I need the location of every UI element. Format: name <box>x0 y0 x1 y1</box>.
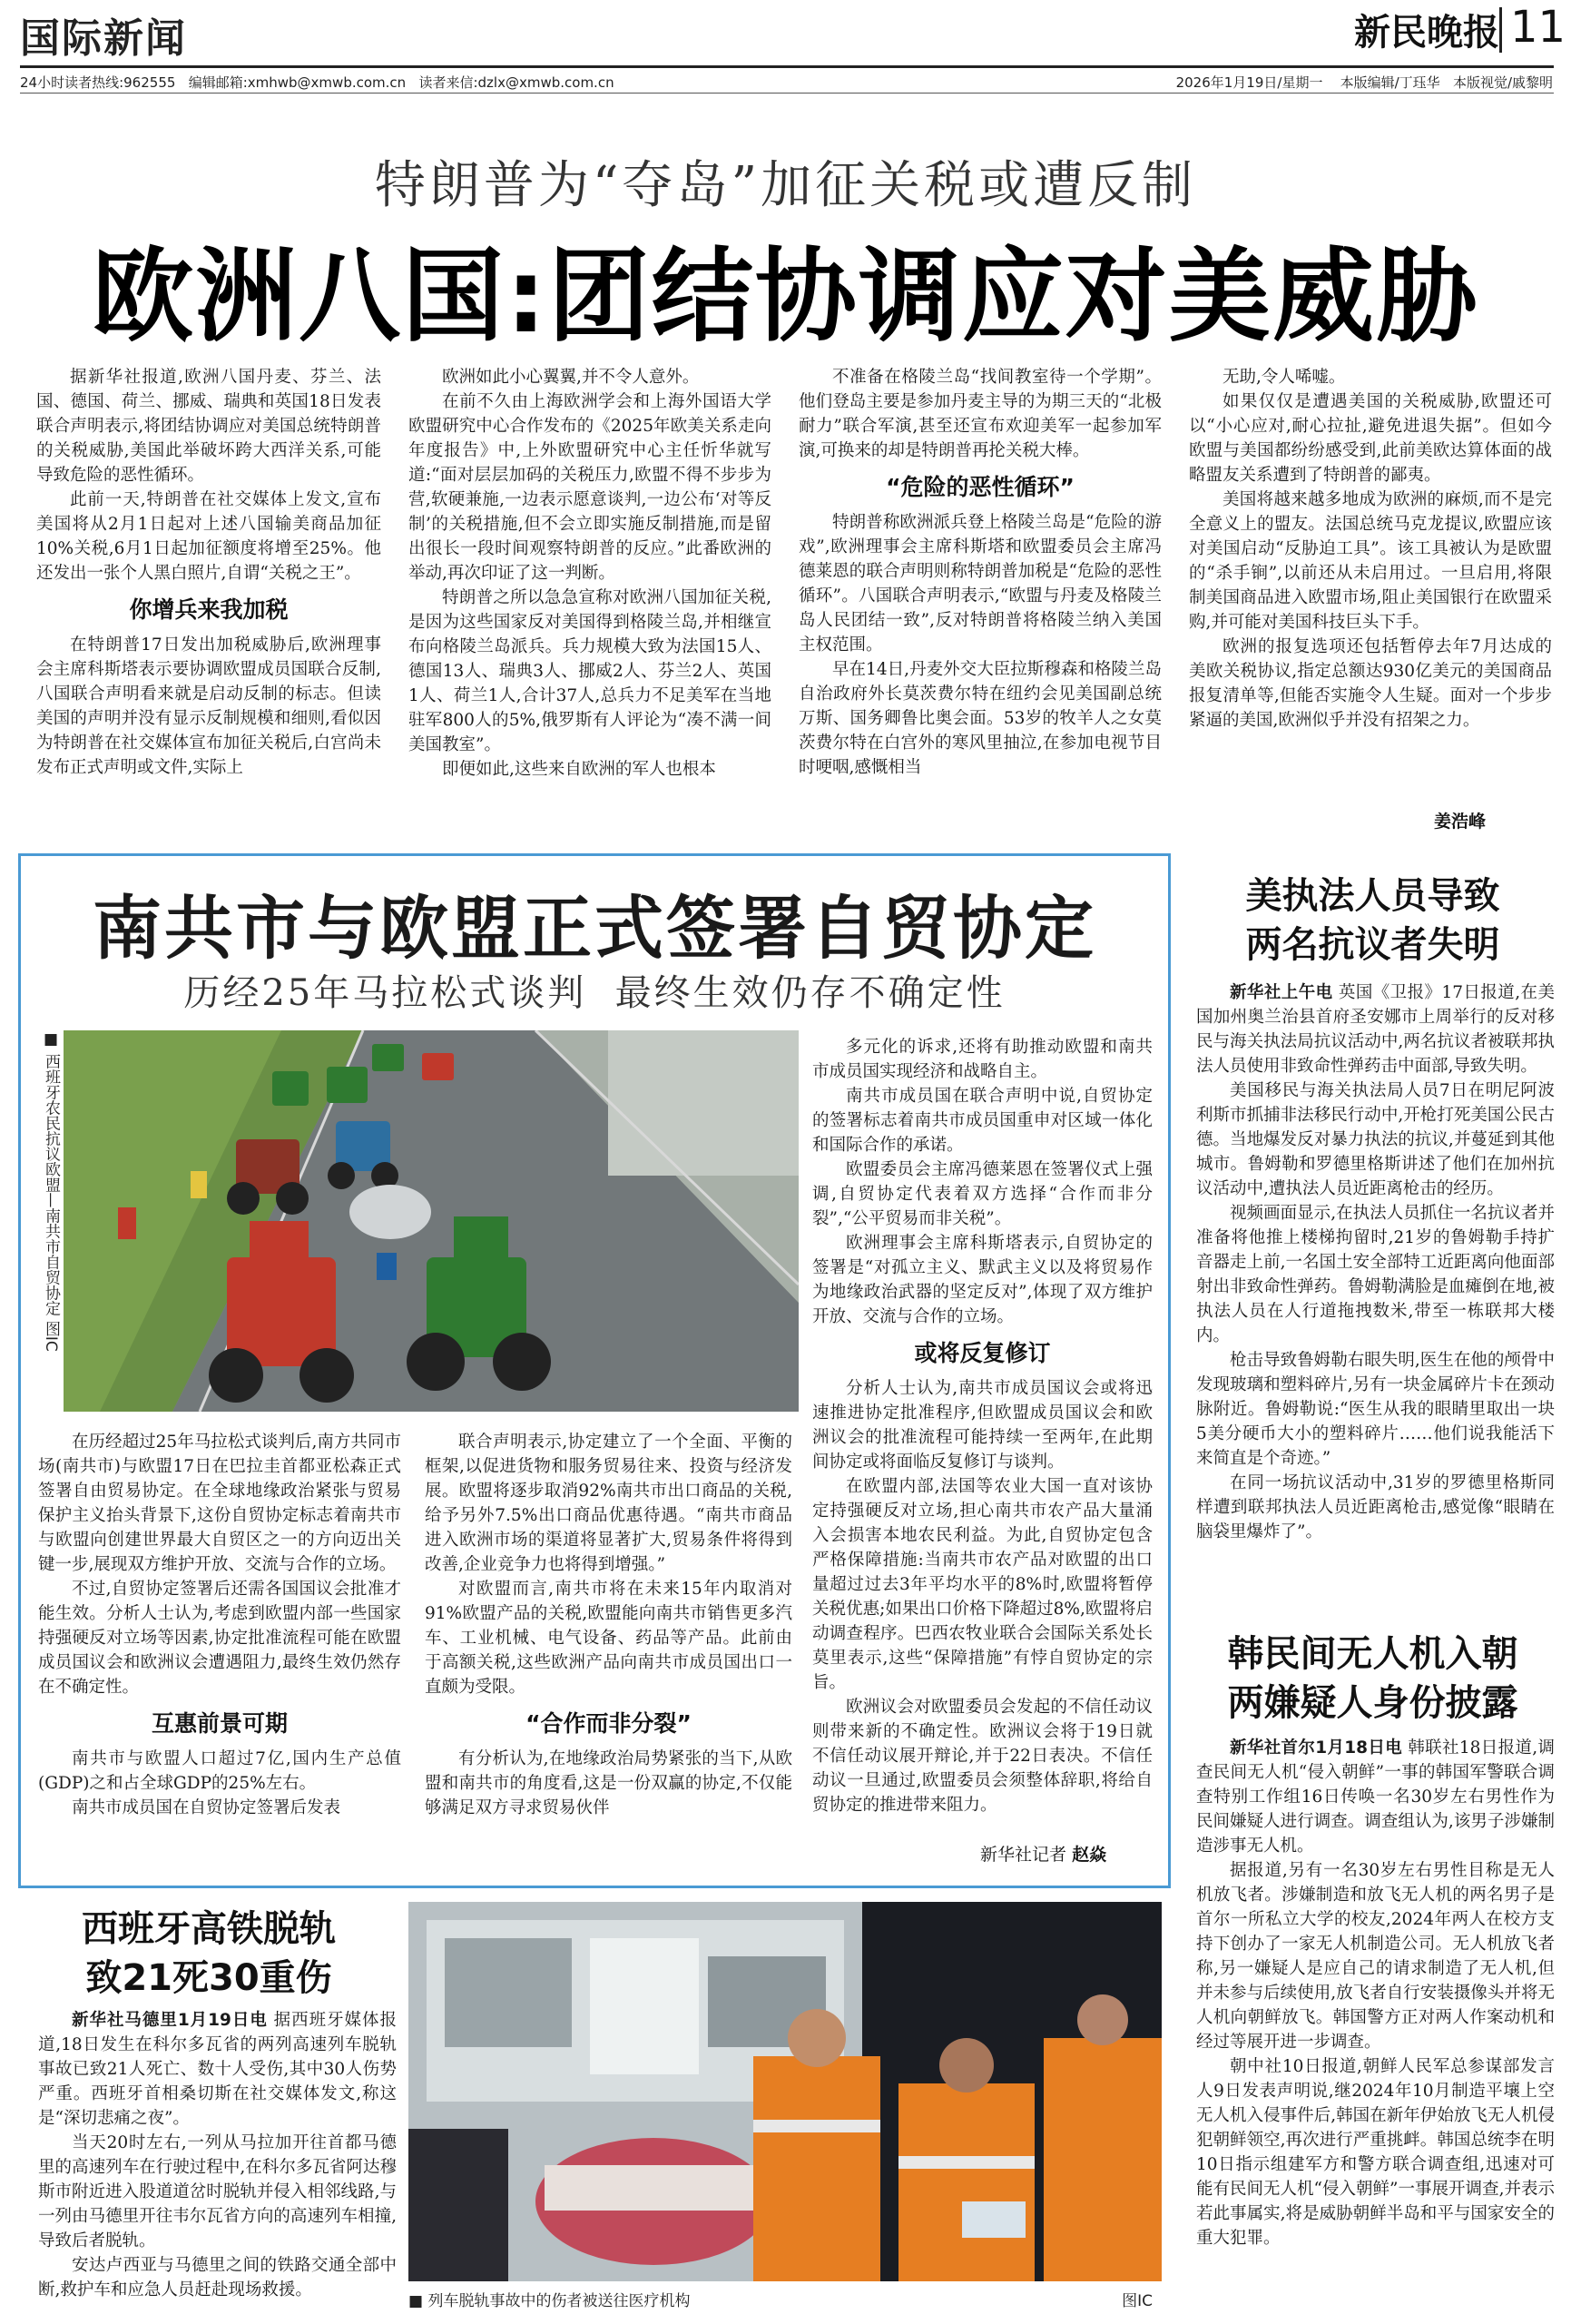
weekday: 星期一 <box>1281 74 1323 91</box>
trade-right-column: 多元化的诉求,还将有助推动欧盟和南共市成员国实现经济和战略自主。 南共市成员国在联合声明中说,自贸协定的签署标志着南共市成员国重申对区域一体化和国际合作的承诺。 欧盟委员会主席冯德莱恩在签署仪式上强调,自贸协定代表着双方选择“合作而非分裂”,“公平贸易而非关税”。 欧洲理事会主席科斯塔表示,自贸协定的签署是“对孤立主义、默武主义以及将贸易作为地缘政治武器的坚定反对”,体现了双方维护开放、交流与合作的立场。 或将反复修订 分析人士认为,南共市成员国议会或将迅速推进协定批准程序,但欧盟成员国议会和欧洲议会的批准流程可能持续一至两年,在此期间协定或将面临反复修订与谈判。 在欧盟内部,法国等农业大国一直对该协定持强硬反对立场,担心南共市农产品大量涌入会损害本地农民利益。为此,自贸协定包含严格保障措施:当南共市农产品对欧盟的出口量超过过去3年平均水平的8%时,欧盟将暂停关税优惠;如果出口价格下降超过8%,欧盟将启动调查程序。巴西农牧业联合会国际关系处长莫里表示,这些“保障措施”有悖自贸协定的宗旨。 欧洲议会对欧盟委员会发起的不信任动议则带来新的不确定性。欧洲议会将于19日就不信任动议展开辩论,并于22日表决。不信任动议一旦通过,欧盟委员会须整体辞职,将给自贸协定的推进带来阻力。 <box>812 1038 1153 1815</box>
lead-column-2: 欧洲如此小心翼翼,并不令人意外。 在前不久由上海欧洲学会和上海外国语大学欧盟研究中心合作发布的《2025年欧美关系走向年度报告》中,上外欧盟研究中心主任忻华就写道:“面对层层加码的关税压力,欧盟不得不步步为营,软硬兼施,一边表示愿意谈判,一边公布‘对等反制’的关税措施,但不会立即实施反制措施,而是留出很长一段时间观察特朗普的反应。”此番欧洲的举动,再次印证了这一判断。 特朗普之所以急急宣称对欧洲八国加征关税,是因为这些国家反对美国得到格陵兰岛,并相继宣布向格陵兰岛派兵。兵力规模大致为法国15人、德国13人、瑞典3人、挪威2人、芬兰2人、英国1人、荷兰1人,合计37人,总兵力不足美军在当地驻军800人的5%,俄罗斯有人评论为“凑不满一间美国教室”。 即便如此,这些来自欧洲的军人也根本 <box>408 368 771 779</box>
us-story-body: 新华社上午电 英国《卫报》17日报道,在美国加州奥兰治县首府圣安娜市上周举行的反对移民与海关执法局抗议活动中,两名抗议者被联邦执法人员使用非致命性弹药击中面部,导致失明。 美国移民与海关执法局人员7日在明尼阿波利斯市抓捕非法移民行动中,开枪打死美国公民古德。当地爆发反对暴力执法的抗议,并蔓延到其他城市。鲁姆勒和罗德里格斯讲述了他们在加州抗议活动中,遭执法人员近距离枪击的经历。 视频画面显示,在执法人员抓住一名抗议者并准备将他推上楼梯拘留时,21岁的鲁姆勒手持扩音器走上前,一名国土安全部特工近距离向他面部射出非致命性弹药。鲁姆勒满脸是血瘫倒在地,被执法人员在人行道拖拽数米,带至一栋联邦大楼内。 枪击导致鲁姆勒右眼失明,医生在他的颅骨中发现玻璃和塑料碎片,另有一块金属碎片卡在颈动脉附近。鲁姆勒说:“医生从我的眼睛里取出一块5美分硬币大小的塑料碎片……他们说我能活下来简直是个奇迹。” 在同一场抗议活动中,31岁的罗德里格斯同样遭到联邦执法人员近距离枪击,感觉像“眼睛在脑袋里爆炸了”。 <box>1196 983 1555 1541</box>
lead-column-4: 无助,令人唏嘘。 如果仅仅是遭遇美国的关税威胁,欧盟还可以“小心应对,耐心拉扯,避免进退失据”。但如今欧盟与美国都纷纷感受到,此前美欧达算体面的战略盟友关系遭到了特朗普的鄙夷。 美国将越来越多地成为欧洲的麻烦,而不是完全意义上的盟友。法国总统马克龙提议,欧盟应该对美国启动“反胁迫工具”。该工具被认为是欧盟的“杀手锏”,以前还从未启用过。一旦启用,将限制美国商品进入欧盟市场,阻止美国银行在欧盟采购,并可能对美国科技巨头下手。 欧洲的报复选项还包括暂停去年7月达成的美欧关税协议,指定总额达930亿美元的美国商品报复清单等,但能否实施令人生疑。面对一个步步紧逼的美国,欧洲似乎并没有招架之力。 <box>1189 368 1552 730</box>
trade-photo-credit: 图IC <box>42 1320 60 1352</box>
trade-column-a: 在历经超过25年马拉松式谈判后,南方共同市场(南共市)与欧盟17日在巴拉圭首都亚松森正式签署自由贸易协定。在全球地缘政治紧张与贸易保护主义抬头背景下,这份自贸协定标志着南共市与欧盟向创建世界最大自贸区之一的方向迈出关键一步,展现双方维护开放、交流与合作的立场。 不过,自贸协定签署后还需各国国议会批准才能生效。分析人士认为,考虑到欧盟内部一些国家持强硬反对立场等因素,协定批准流程可能在欧盟成员国议会和欧洲议会遭遇阻力,最终生效仍然存在不确定性。 互惠前景可期 南共市与欧盟人口超过7亿,国内生产总值(GDP)之和占全球GDP的25%左右。 南共市成员国在自贸协定签署后发表 <box>38 1433 401 1817</box>
tractor-protest-photo <box>64 1030 799 1412</box>
lead-subhead-2: “危险的恶性循环” <box>886 474 1075 500</box>
trade-subhead-r: 或将反复修订 <box>914 1340 1051 1366</box>
logo-divider <box>1499 7 1502 53</box>
editor-email: 编辑邮箱:xmhwb@xmwb.com.cn <box>188 74 407 91</box>
trade-subhead-b: “合作而非分裂” <box>525 1710 692 1737</box>
drone-headline: 韩民间无人机入朝 两嫌疑人身份披露 <box>1227 1633 1518 1724</box>
lead-column-3: 不准备在格陵兰岛“找间教室待一个学期”。他们登岛主要是参加丹麦主导的为期三天的“北极耐力”联合军演,甚至还宣布欢迎美军一起参加军演,可换来的却是特朗普再抡关税大棒。 “危险的恶性循环” 特朗普称欧洲派兵登上格陵兰岛是“危险的游戏”,欧洲理事会主席科斯塔和欧盟委员会主席冯德莱恩的联合声明则称特朗普加税是“危险的恶性循环”。八国联合声明表示,“欧盟与丹麦及格陵兰岛人民团结一致”,反对特朗普将格陵兰纳入美国主权范围。 早在14日,丹麦外交大臣拉斯穆森和格陵兰岛自治政府外长莫茨费尔特在纽约会见美国副总统万斯、国务卿鲁比奥会面。53岁的牧羊人之女莫茨费尔特在白宫外的寒风里抽泣,在参加电视节目时哽咽,感慨相当 <box>799 368 1162 777</box>
page-header <box>0 0 1571 91</box>
reader-email: 读者来信:dzlx@xmwb.com.cn <box>418 74 614 91</box>
trade-column-b: 联合声明表示,协定建立了一个全面、平衡的框架,以促进货物和服务贸易往来、投资与经济发展。欧盟将逐步取消92%南共市出口商品的关税,给予另外7.5%出口商品优惠待遇。“南共市商品进入欧洲市场的渠道将显著扩大,贸易条件将得到改善,企业竞争力也将得到增强。” 对欧盟而言,南共市将在未来15年内取消对91%欧盟产品的关税,欧盟能向南共市销售更多汽车、工业机械、电气设备、药品等产品。此前由于高额关税,这些欧洲产品向南共市成员国出口一直颇为受限。 “合作而非分裂” 有分析认为,在地缘政治局势紧张的当下,从欧盟和南共市的角度看,这是一份双赢的协定,不仅能够满足双方寻求贸易伙伴 <box>425 1433 792 1817</box>
header-rule-top <box>20 65 1554 68</box>
page-number: 11 <box>1510 2 1566 53</box>
square-bullet-icon: ■ <box>42 1030 60 1054</box>
header-rule-bottom <box>20 93 1554 94</box>
section-title: 国际新闻 <box>20 15 187 62</box>
tractor-protest-image <box>64 1030 799 1412</box>
ambulance-photo <box>408 1902 1162 2281</box>
spain-dateline: 新华社马德里1月19日电 <box>72 2011 268 2030</box>
lead-kicker: 特朗普为“夺岛”加征关税或遭反制 <box>374 156 1197 215</box>
page-visual: 本版视觉/戚黎明 <box>1452 74 1553 91</box>
ambulance-caption: ■ 列车脱轨事故中的伤者被送往医疗机构 图IC <box>408 2288 1162 2310</box>
trade-subhead: 历经25年马拉松式谈判 最终生效仍存不确定性 <box>183 972 1006 1014</box>
lead-headline: 欧洲八国:团结协调应对美威胁 <box>92 238 1479 356</box>
spain-story-body: 新华社马德里1月19日电 据西班牙媒体报道,18日发生在科尔多瓦省的两列高速列车脱轨事故已致21人死亡、数十人受伤,其中30人伤势严重。西班牙首相桑切斯在社交媒体发文,称这是“深切悲痛之夜”。 当天20时左右,一列从马拉加开往首都马德里的高速列车在行驶过程中,在科尔多瓦省阿达穆斯市附近进入股道道岔时脱轨并侵入相邻线路,与一列由马德里开往韦尔瓦省方向的高速列车相撞,导致后者脱轨。 安达卢西亚与马德里之间的铁路交通全部中断,救护车和应急人员赶赴现场救援。 <box>38 2011 397 2299</box>
ambulance-photo-credit: 图IC <box>1122 2292 1153 2310</box>
us-dateline: 新华社上午电 <box>1230 983 1333 1002</box>
lead-subhead-1: 你增兵来我加税 <box>129 596 289 623</box>
page-editor: 本版编辑/丁珏华 <box>1340 74 1440 91</box>
lead-column-1: 据新华社报道,欧洲八国丹麦、芬兰、法国、德国、荷兰、挪威、瑞典和英国18日发表联合声明表示,将团结协调应对美国总统特朗普的关税威胁,美国此举破坏跨大西洋关系,可能导致危险的恶性循环。 此前一天,特朗普在社交媒体上发文,宣布美国将从2月1日起对上述八国输美商品加征10%关税,6月1日起加征额度将增至25%。他还发出一张个人黑白照片,自谓“关税之王”。 你增兵来我加税 在特朗普17日发出加税威胁后,欧洲理事会主席科斯塔表示要协调欧盟成员国联合反制,八国联合声明看来就是启动反制的标志。但读美国的声明并没有显示反制规模和细则,看似因为特朗普在社交媒体宣布加征关税后,白宫尚未发布正式声明或文件,实际上 <box>36 368 381 777</box>
header-date-line: 2026年1月19日/星期一 本版编辑/丁珏华 本版视觉/戚黎明 <box>1175 74 1553 91</box>
trade-byline: 新华社记者 赵焱 <box>980 1845 1107 1865</box>
trade-headline: 南共市与欧盟正式签署自贸协定 <box>93 888 1096 969</box>
drone-dateline: 新华社首尔1月18日电 <box>1230 1738 1403 1758</box>
trade-photo-caption: ■ 西班牙农民抗议欧盟—南共市自贸协定 图IC <box>42 1030 60 1352</box>
trade-subhead-a: 互惠前景可期 <box>151 1710 288 1737</box>
hotline: 24小时读者热线:962555 <box>20 74 176 91</box>
ambulance-rescue-image <box>408 1902 1162 2281</box>
drone-story-body: 新华社首尔1月18日电 韩联社18日报道,调查民间无人机“侵入朝鲜”一事的韩国军警联合调查特别工作组16日传唤一名30岁左右男性作为民间嫌疑人进行调查。调查组认为,该男子涉嫌制造涉事无人机。 据报道,另有一名30岁左右男性目称是无人机放飞者。涉嫌制造和放飞无人机的两名男子是首尔一所私立大学的校友,2024年两人在校方支持下创办了一家无人机制造公司。无人机放飞者称,另一嫌疑人是应自己的请求制造了无人机,但并未参与后续使用,放飞者自行安装摄像头并将无人机向朝鲜放飞。韩国警方正对两人作案动机和经过等展开进一步调查。 朝中社10日报道,朝鲜人民军总参谋部发言人9日发表声明说,继2024年10月制造平壤上空无人机入侵事件后,韩国在新年伊始放飞无人机侵犯朝鲜领空,再次进行严重挑衅。韩国总统李在明10日指示组建军方和警方联合调查组,迅速对可能有民间无人机“侵入朝鲜”一事展开调查,并表示若此事属实,将是威胁朝鲜半岛和平与国家安全的重大犯罪。 <box>1196 1738 1555 2248</box>
lead-author: 姜浩峰 <box>1434 812 1487 832</box>
us-headline: 美执法人员导致 两名抗议者失明 <box>1245 875 1500 966</box>
square-bullet-icon: ■ <box>408 2292 428 2310</box>
header-info-line <box>20 73 614 92</box>
newspaper-logo: 新民晚报 <box>1354 11 1499 54</box>
spain-headline: 西班牙高铁脱轨 致21死30重伤 <box>82 1908 336 1999</box>
issue-date: 2026年1月19日 <box>1175 74 1278 91</box>
